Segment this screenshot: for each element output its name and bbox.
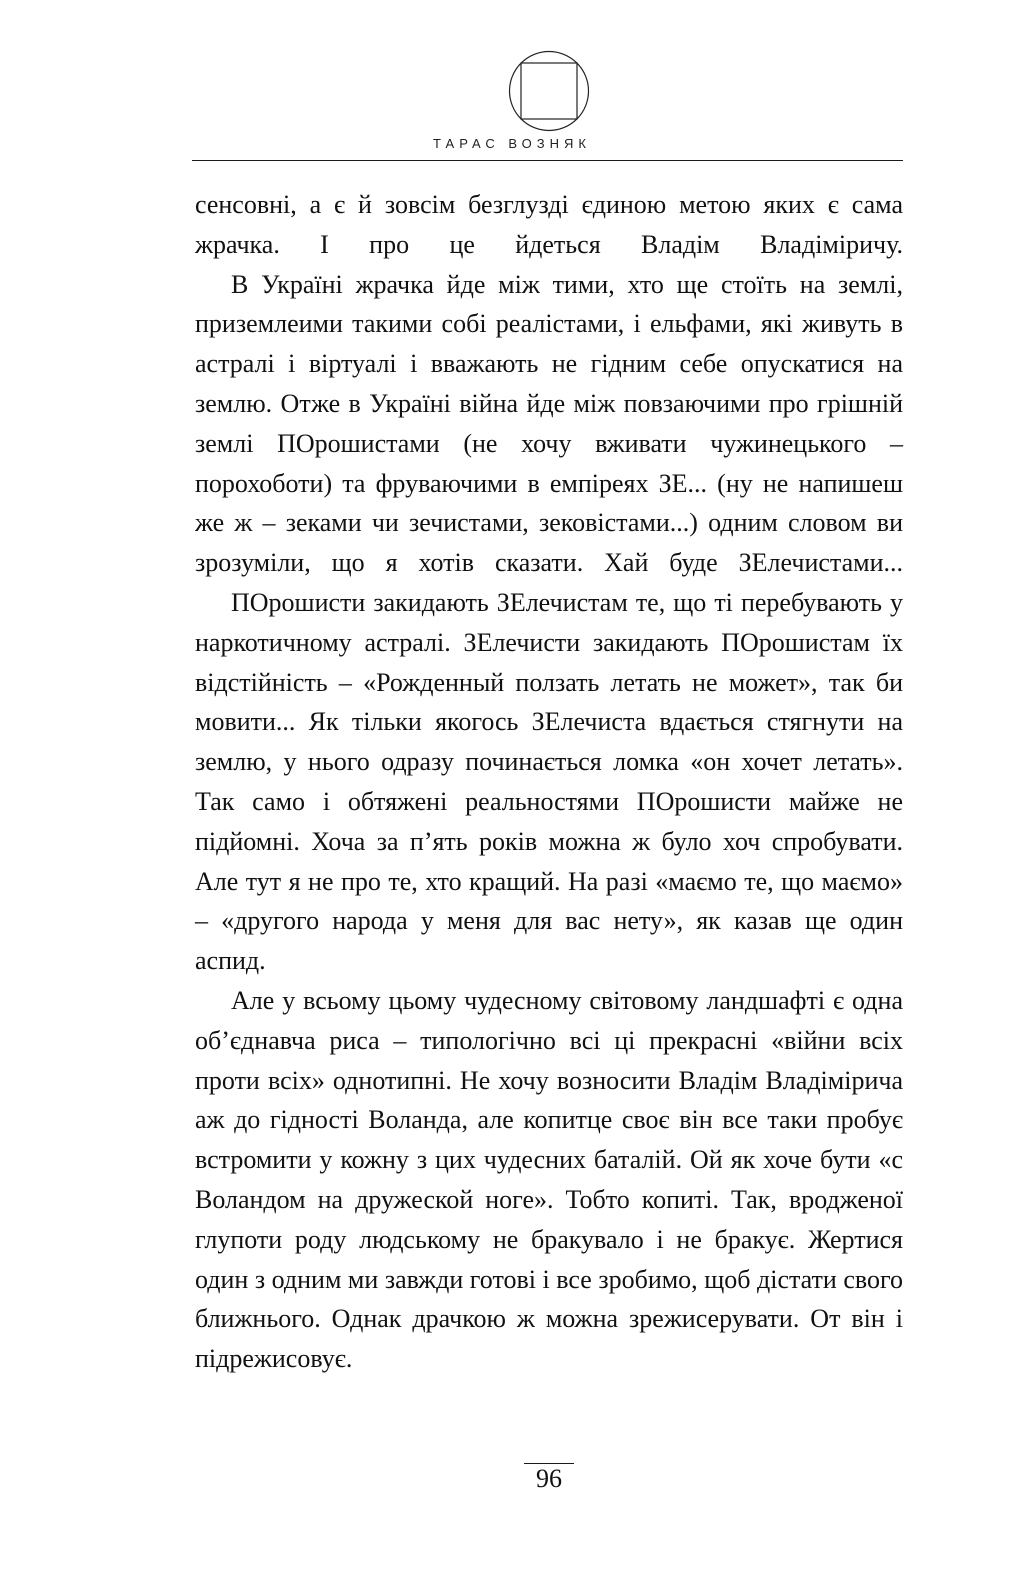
paragraph: Але у всьому цьому чудесному світовому ландшафті є одна об’єднавча риса – типологічно всі ці прекрасні «війни всіх проти всіх» однотипні. Не хочу возносити Владім Владімірича аж до гідності Воланда, але копитце своє він все таки пробує встромити у кожну з цих чудесних баталій. Ой як хоче бути «с Воландом на дружеской ноге». Тобто копиті. Так, вродженої глупоти роду людському не бракувало і не бракує. Жертися один з одним ми завжди готові і все зробимо, щоб дістати свого ближнього. Однак драчкою ж можна зрежисерувати. От він і підрежисовує. [195,985,903,1374]
paragraph: ПОрошисти закидають ЗЕлечистам те, що ті перебувають у наркотичному астралі. ЗЕлечисти закидають ПОрошистам їх відстійність – «Рожденный ползать летать не может», так би мовити... Як тільки якогось ЗЕлечиста вдається стягнути на землю, у нього одразу починається ломка «он хочет летать». Так само і обтяжені реальностями ПОрошисти майже не підйомні. Хоча за п’ять років можна ж було хоч спробувати. Але тут я не про те, хто кращий. На разі «маємо те, що маємо» – «другого народа у меня для вас нету», як казав ще один аспид. [195,587,903,976]
circle-square-emblem-icon [508,50,590,132]
page-body [195,185,903,1379]
paragraph: В Україні жрачка йде між тими, хто ще стоїть на землі, приземлеими такими собі реалістами, і ельфами, які живуть в астралі і віртуалі і вважають не гідним себе опускатися на землю. Отже в Україні війна йде між повзаючими про грішній землі ПОрошистами (не хочу вживати чужинецького – порохоботи) та фруваючими в емпіреях ЗЕ... (ну не напишеш же ж – зеками чи зечистами, зековістами...) одним словом ви зрозуміли, що я хотів сказати. Хай буде ЗЕлечистами... [195,269,903,578]
header-rule [192,160,903,161]
paragraph: сенсовні, а є й зовсім безглузді єдиною метою яких є сама жрачка. І про це йдеться Владім Владіміричу. [195,190,903,259]
page-number: 96 [524,1463,574,1494]
running-header-author: ТАРАС ВОЗНЯК [433,136,591,151]
